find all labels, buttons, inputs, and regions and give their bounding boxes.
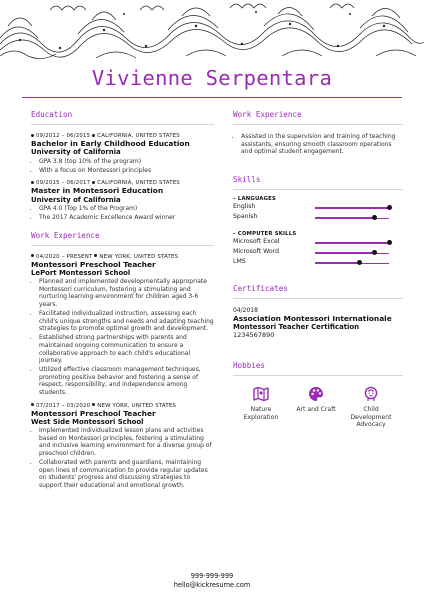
job-title: Montessori Preschool Teacher <box>31 408 156 418</box>
child-head-icon <box>363 386 379 402</box>
skill-name: Spanish <box>233 212 258 220</box>
section-divider <box>31 245 214 246</box>
skill-group-label: – LANGUAGES <box>233 195 276 202</box>
list-item: • Utilized effective classroom management techniques, promoting positive behavior and fostering a sense of respect, responsibility, and independence among students. <box>39 366 214 396</box>
hobby-label: Child Development Advocacy <box>350 406 392 429</box>
work-entry <box>31 403 214 490</box>
list-item: • The 2017 Academic Excellence Award winner <box>39 214 214 222</box>
entry-bullets <box>31 278 214 396</box>
contact-footer <box>0 572 424 589</box>
candidate-name: Vivienne Serpentara <box>91 66 333 90</box>
list-item: • With a focus on Montessori principles <box>39 167 214 175</box>
skill-bar-fill <box>315 252 374 254</box>
entry-bullets <box>233 133 403 156</box>
map-icon <box>253 386 269 402</box>
email-address: hello@kickresume.com <box>173 580 251 589</box>
skill-bar-fill <box>315 262 359 264</box>
degree-title: Bachelor in Early Childhood Education <box>31 139 190 148</box>
education-heading: Education <box>31 110 73 119</box>
skill-row <box>233 238 403 248</box>
skill-bar-knob <box>372 250 377 255</box>
section-divider <box>233 298 403 299</box>
hobbies-list <box>233 386 403 446</box>
list-item: • Planned and implemented developmentally appropriate Montessori curriculum, fostering a stimulating and nurturing learning environment for children aged 3-6 years. <box>39 278 214 308</box>
hobby-label: Nature Exploration <box>243 406 279 421</box>
list-item: • Assisted in the supervision and training of teaching assistants, ensuring smooth classroom operations and optimal student engagement. <box>241 133 403 156</box>
skill-name: LMS <box>233 257 246 265</box>
certificates-heading: Certificates <box>233 283 288 293</box>
decorative-header-pattern <box>0 0 424 62</box>
entry-meta: 09/2015 – 06/2017 CALIFORNIA, UNITED STATES <box>31 180 214 186</box>
entry-bullets <box>31 205 214 222</box>
skill-group-label: – COMPUTER SKILLS <box>233 230 297 237</box>
company-name: LePort Montessori School <box>31 269 131 277</box>
school-name: University of California <box>31 148 121 157</box>
list-item: • Implemented individualized lesson plans and activities based on Montessori principles, fostering a stimulating and inclusive learning environment for a diverse group of preschool children. <box>39 427 214 457</box>
work-entry <box>31 254 214 397</box>
palette-icon <box>308 386 324 402</box>
section-divider <box>233 375 403 376</box>
skill-bar-fill <box>315 207 389 209</box>
job-title: Montessori Preschool Teacher <box>31 259 156 269</box>
certificate-issuer: Association Montessori Internationale <box>233 313 392 323</box>
work-experience-heading: Work Experience <box>31 230 100 240</box>
school-name: University of California <box>31 195 121 204</box>
list-item: • GPA 4.0 (Top 1% of the Program) <box>39 205 214 213</box>
entry-bullets <box>31 158 214 175</box>
skill-name: Microsoft Excel <box>233 237 280 245</box>
list-item: • Facilitated individualized instruction, assessing each child's unique strengths and needs and adapting teaching strategies to promote optimal growth and development. <box>39 310 214 333</box>
skill-row <box>233 248 403 258</box>
company-name: West Side Montessori School <box>31 418 144 427</box>
entry-meta: 07/2017 – 03/2020 NEW YORK, UNITED STATES <box>31 403 214 409</box>
skill-bar-fill <box>315 242 389 244</box>
skill-name: English <box>233 202 256 210</box>
education-entry <box>31 180 214 221</box>
hobby-item <box>233 386 289 421</box>
list-item: • GPA 3.8 (top 10% of the program) <box>39 158 214 166</box>
hobby-item <box>343 386 399 429</box>
list-item: • Established strong partnerships with parents and maintained ongoing communication to ensure a collaborative approach to each child's educational journey. <box>39 334 214 364</box>
work-experience-continued-heading: Work Experience <box>233 110 302 119</box>
skills-heading: Skills <box>233 174 261 184</box>
certificate-number: 1234567890 <box>233 331 275 340</box>
skill-bar-knob <box>357 260 362 265</box>
certificate-date: 04/2018 <box>233 306 258 314</box>
entry-bullets <box>31 427 214 489</box>
skill-bar-knob <box>387 205 392 210</box>
entry-meta: 09/2012 – 06/2015 CALIFORNIA, UNITED STATES <box>31 133 214 139</box>
skill-row <box>233 258 403 268</box>
entry-meta: 04/2020 – PRESENT NEW YORK, UNITED STATES <box>31 254 214 260</box>
skill-row <box>233 213 403 223</box>
skill-bar-knob <box>372 215 377 220</box>
hobby-label: Art and Craft <box>296 406 336 414</box>
skill-bar-knob <box>387 240 392 245</box>
left-column <box>31 110 214 495</box>
section-divider <box>31 124 214 125</box>
certificate-name: Montessori Teacher Certification <box>233 323 360 332</box>
list-item: • Collaborated with parents and guardians, maintaining open lines of communication to provide regular updates on students' progress and discussing strategies to support their educational and emotional growth. <box>39 459 214 489</box>
section-divider <box>233 189 403 190</box>
name-divider <box>22 97 402 98</box>
phone-number: 999-999-999 <box>190 572 234 580</box>
degree-title: Master in Montessori Education <box>31 186 164 196</box>
skill-row <box>233 203 403 213</box>
skill-name: Microsoft Word <box>233 247 280 255</box>
hobbies-heading: Hobbies <box>233 361 266 371</box>
section-divider <box>233 124 403 125</box>
education-entry <box>31 133 214 174</box>
skill-bar-fill <box>315 217 374 219</box>
right-column <box>233 110 403 446</box>
hobby-item <box>288 386 344 414</box>
